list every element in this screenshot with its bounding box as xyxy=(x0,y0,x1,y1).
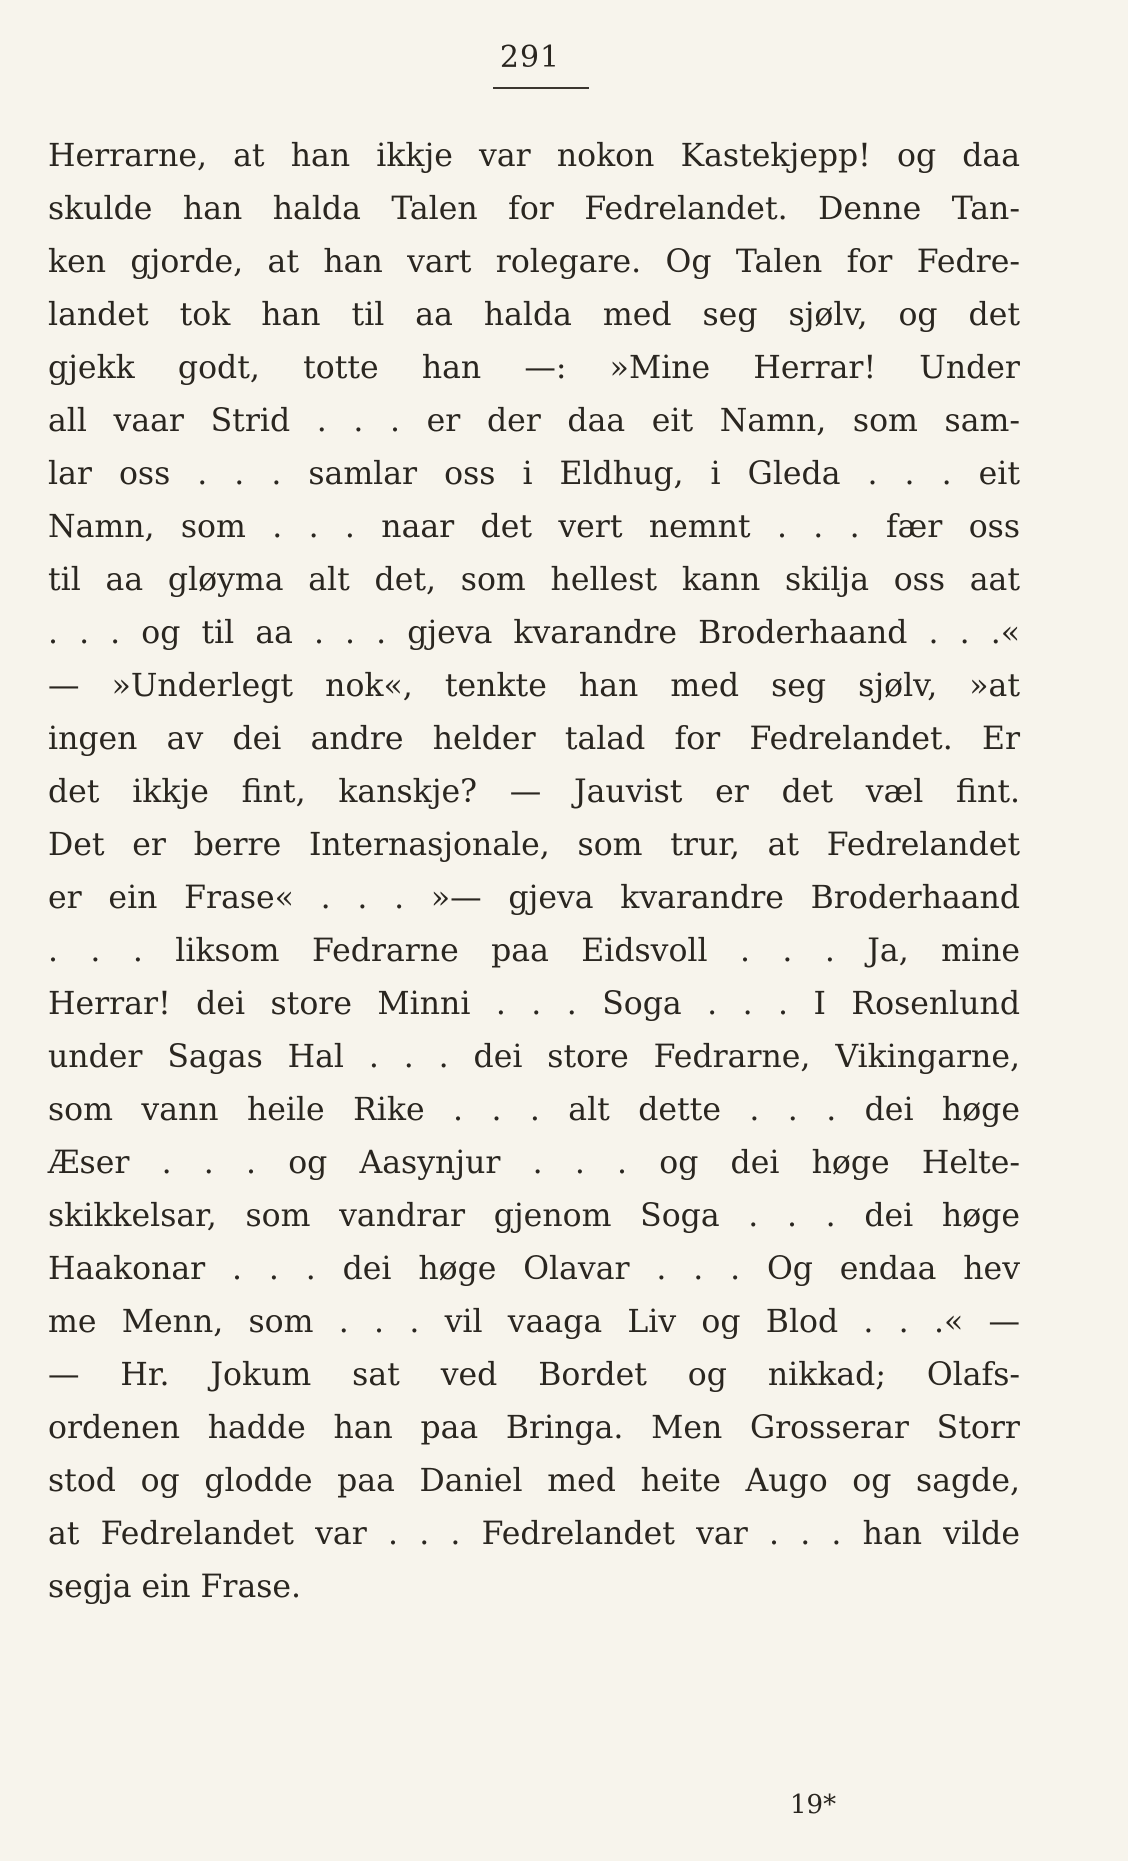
header-rule xyxy=(493,87,589,89)
text-line: segja ein Frase. xyxy=(48,1569,302,1605)
text-line: — »Underlegt nok«, tenkte han med seg sjølv, »at xyxy=(48,668,1020,704)
text-line: stod og glodde paa Daniel med heite Augo og sagde, xyxy=(48,1463,1020,1499)
text-line: landet tok han til aa halda med seg sjølv, og det xyxy=(48,297,1020,333)
text-line: ingen av dei andre helder talad for Fedrelandet. Er xyxy=(48,721,1020,757)
text-line: Herrarne, at han ikkje var nokon Kastekjepp! og daa xyxy=(48,138,1020,174)
text-line: til aa gløyma alt det, som hellest kann skilja oss aat xyxy=(48,562,1020,598)
signature-mark: 19* xyxy=(790,1790,837,1820)
body-text xyxy=(48,130,1020,1614)
text-line: Æser . . . og Aasynjur . . . og dei høge Helte- xyxy=(48,1145,1020,1181)
text-line: Herrar! dei store Minni . . . Soga . . . I Rosenlund xyxy=(48,986,1020,1022)
text-line: under Sagas Hal . . . dei store Fedrarne, Vikingarne, xyxy=(48,1039,1020,1075)
text-line: at Fedrelandet var . . . Fedrelandet var . . . han vilde xyxy=(48,1516,1020,1552)
text-line: Namn, som . . . naar det vert nemnt . . . fær oss xyxy=(48,509,1020,545)
text-line: skikkelsar, som vandrar gjenom Soga . . . dei høge xyxy=(48,1198,1020,1234)
text-line: Haakonar . . . dei høge Olavar . . . Og endaa hev xyxy=(48,1251,1020,1287)
text-line: . . . liksom Fedrarne paa Eidsvoll . . . Ja, mine xyxy=(48,933,1020,969)
text-line: gjekk godt, totte han —: »Mine Herrar! Under xyxy=(48,350,1020,386)
text-line: me Menn, som . . . vil vaaga Liv og Blod . . .« — xyxy=(48,1304,1020,1340)
text-line: som vann heile Rike . . . alt dette . . . dei høge xyxy=(48,1092,1020,1128)
text-line: ken gjorde, at han vart rolegare. Og Talen for Fedre- xyxy=(48,244,1020,280)
text-line: ordenen hadde han paa Bringa. Men Grosserar Storr xyxy=(48,1410,1020,1446)
text-line: — Hr. Jokum sat ved Bordet og nikkad; Olafs- xyxy=(48,1357,1020,1393)
text-line: er ein Frase« . . . »— gjeva kvarandre Broderhaand xyxy=(48,880,1020,916)
text-line: Det er berre Internasjonale, som trur, at Fedrelandet xyxy=(48,827,1020,863)
text-line: det ikkje fint, kanskje? — Jauvist er det væl fint. xyxy=(48,774,1020,810)
text-line: all vaar Strid . . . er der daa eit Namn, som sam- xyxy=(48,403,1020,439)
page-number: 291 xyxy=(499,40,561,75)
text-line: lar oss . . . samlar oss i Eldhug, i Gleda . . . eit xyxy=(48,456,1020,492)
text-line: . . . og til aa . . . gjeva kvarandre Broderhaand . . .« xyxy=(48,615,1020,651)
text-line: skulde han halda Talen for Fedrelandet. Denne Tan- xyxy=(48,191,1020,227)
